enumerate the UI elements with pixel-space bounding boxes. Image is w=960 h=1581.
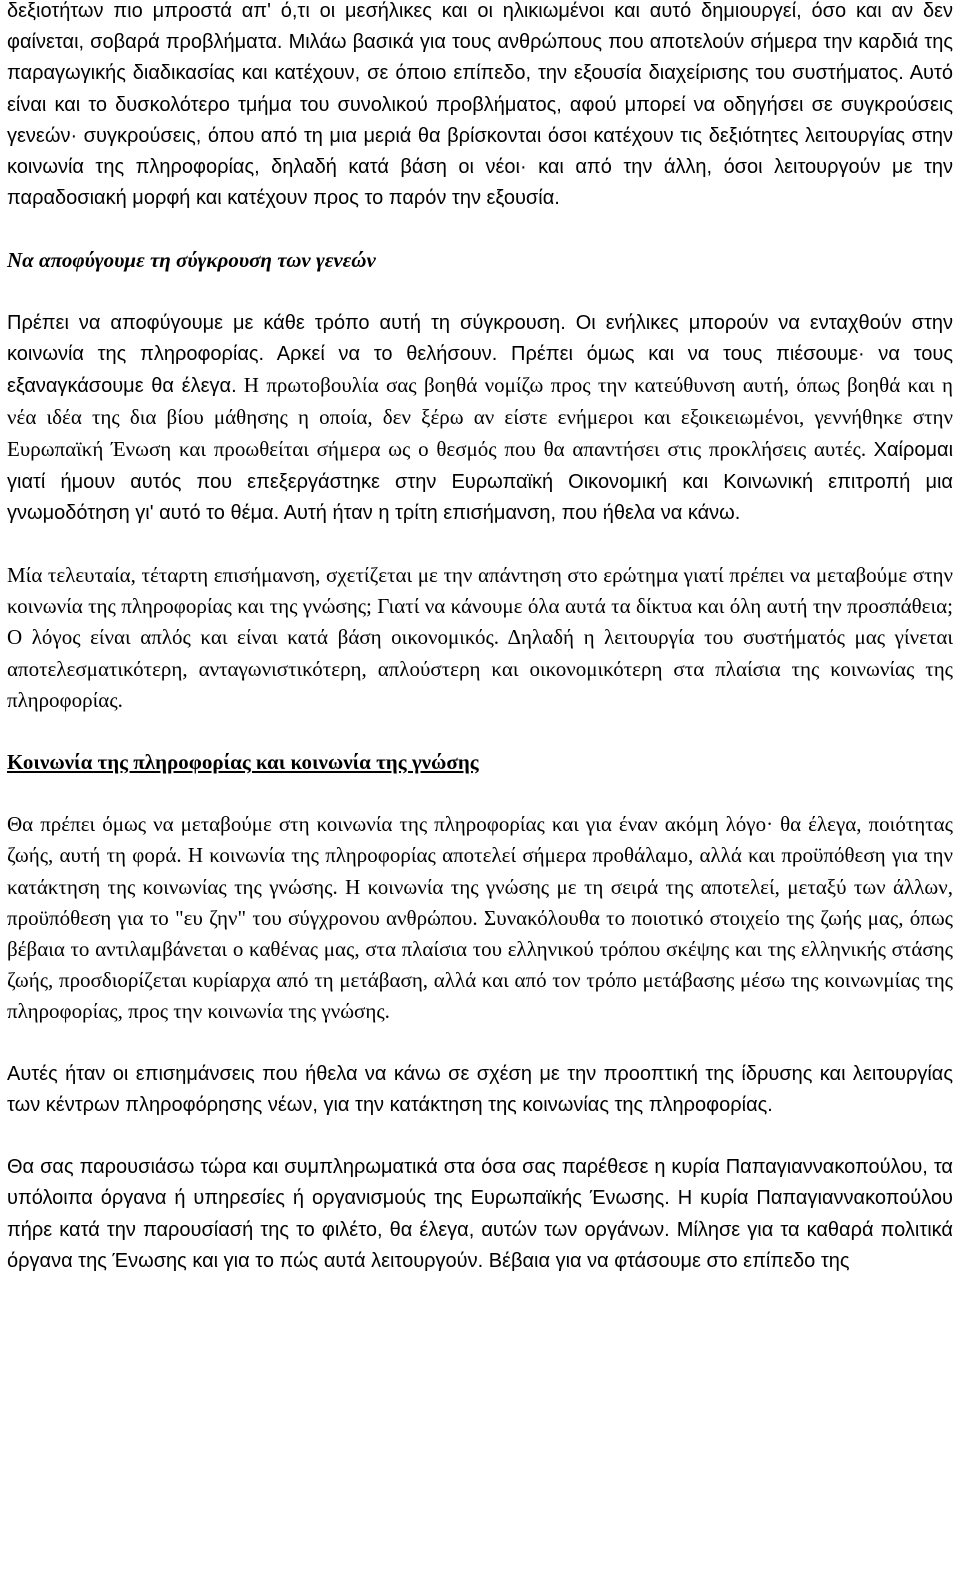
paragraph-text: Θα σας παρουσιάσω τώρα και συμπληρωματικά στα όσα σας παρέθεσε η κυρία Παπαγιαννακοπούλου, τα υπόλοιπα όργανα ή υπηρεσίες ή οργανισμούς της Ευρωπαϊκής Ένωσης. Η κυρία Παπαγιαννακοπούλου πήρε κατά την παρουσίασή της το φιλέτο, θα έλεγα, αυτών των οργάνων. Μίλησε για τα καθαρά πολιτικά όργανα της Ένωσης και για το πώς αυτά λειτουργούν. Βέβαια για να φτάσουμε στο επίπεδο της: [7, 1156, 953, 1272]
heading-avoid-generation-conflict: Να αποφύγουμε τη σύγκρουση των γενεών: [7, 248, 376, 273]
paragraph-fourth-point: [7, 560, 953, 716]
paragraph-text: Μία τελευταία, τέταρτη επισήμανση, σχετίζεται με την απάντηση στο ερώτημα γιατί πρέπει να μεταβούμε στην κοινωνία της πληροφορίας και της γνώσης; Γιατί να κάνουμε όλα αυτά τα δίκτυα και όλη αυτή την προσπάθεια; Ο λόγος είναι απλός και είναι κατά βάση οικονομικός. Δηλαδή η λειτουργία του συστήματός μας γίνεται αποτελεσματικότερη, ανταγωνιστικότερη, απλούστερη και οικονομικότερη στα πλαίσια της κοινωνίας της πληροφορίας.: [7, 563, 953, 712]
paragraph-text: Χαίρομαι γιατί ήμουν αυτός που επεξεργάστηκε στην Ευρωπαϊκή Οικονομική και Κοινωνική επιτροπή μια γνωμοδότηση γι' αυτό το θέμα. Αυτή ήταν η τρίτη επισήμανση, που ήθελα να κάνω.: [7, 439, 954, 524]
paragraph-generation-gap: [7, 0, 953, 214]
paragraph-text: δεξιοτήτων πιο μπροστά απ' ό,τι οι μεσήλικες και οι ηλικιωμένοι και αυτό δημιουργεί, όσο και αν δεν φαίνεται, σοβαρά προβλήματα. Μιλάω βασικά για τους ανθρώπους που αποτελούν σήμερα την καρδιά της παραγωγικής διαδικασίας και κατέχουν, σε όποιο επίπεδο, την εξουσία διαχείρισης του συστήματος. Αυτό είναι και το δυσκολότερο τμήμα του συνολικού προβλήματος, αφού μπορεί να οδηγήσει σε συγκρούσεις γενεών· συγκρούσεις, όπου από τη μια μεριά θα βρίσκονται όσοι κατέχουν τις δεξιότητες λειτουργίας στην κοινωνία της πληροφορίας, δηλαδή κατά βάση οι νέοι· και από την άλλη, όσοι λειτουργούν με την παραδοσιακή μορφή και κατέχουν προς το παρόν την εξουσία.: [7, 0, 953, 210]
paragraph-text: Πρέπει να αποφύγουμε με κάθε τρόπο αυτή τη σύγκρουση. Οι ενήλικες μπορούν να ενταχθούν στην κοινωνία της πληροφορίας. Αρκεί να το θελήσουν. Πρέπει όμως και να τους πιέσουμε· να τους εξαναγκάσουμε θα έλεγα.: [7, 311, 953, 398]
paragraph-text: Η πρωτοβουλία σας βοηθά νομίζω προς την κατεύθυνση αυτή, όπως βοηθά και η νέα ιδέα της δια βίου μάθησης η οποία, δεν ξέρω αν είστε ενήμεροι και εξοικειωμένοι, γεννήθηκε στην Ευρωπαϊκή Ένωση και προωθείται σήμερα ως ο θεσμός που θα απαντήσει στις προκλήσεις αυτές.: [7, 373, 954, 462]
paragraph-text: Αυτές ήταν οι επισημάνσεις που ήθελα να κάνω σε σχέση με την προοπτική της ίδρυσης και λειτουργίας των κέντρων πληροφόρησης νέων, για την κατάκτηση της κοινωνίας της πληροφορίας.: [7, 1062, 953, 1116]
paragraph-knowledge-society: [7, 809, 953, 1027]
paragraph-youth-information-centres: [7, 1059, 953, 1121]
paragraph-text: Θα πρέπει όμως να μεταβούμε στη κοινωνία της πληροφορίας και για έναν ακόμη λόγο· θα έλεγα, ποιότητας ζωής, αυτή τη φορά. Η κοινωνία της πληροφορίας αποτελεί σήμερα προθάλαμο, αλλά και προϋπόθεση για την κατάκτηση της κοινωνίας της γνώσης. Η κοινωνία της γνώσης με τη σειρά της αποτελεί, μεταξύ των άλλων, προϋπόθεση για το "ευ ζην" του σύγχρονου ανθρώπου. Συνακόλουθα το ποιοτικό στοιχείο της ζωής μας, όπως βέβαια το αντιλαμβάνεται ο καθένας μας, στα πλαίσια του ελληνικού τρόπου σκέψης και της ελληνικής στάσης ζωής, προσδιορίζεται κυρίαρχα από τη μετάβαση, αλλά και από τον τρόπο μετάβασης μέσω της κοινωνμίας της πληροφορίας, προς την κοινωνία της γνώσης.: [7, 812, 953, 1024]
paragraph-eu-bodies: [7, 1152, 953, 1277]
heading-information-and-knowledge-society: Κοινωνία της πληροφορίας και κοινωνία της γνώσης: [7, 750, 479, 775]
paragraph-adults-information-society: [7, 308, 953, 529]
document-page: [7, 0, 953, 1277]
